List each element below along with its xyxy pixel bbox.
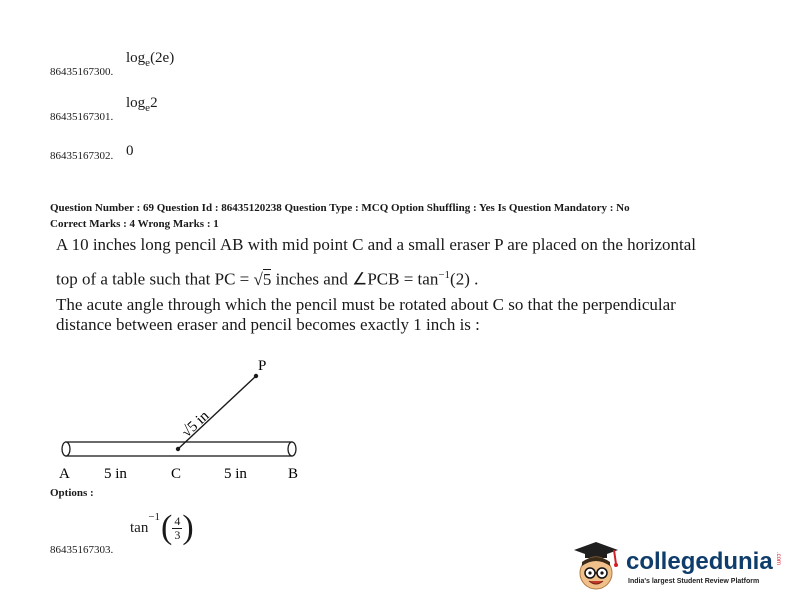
brand-com: .com — [775, 552, 781, 566]
question-line-3: The acute angle through which the pencil must be rotated about C so that the perpendicular — [56, 295, 676, 314]
option-value-1: $\log_e(2e)$ — [126, 50, 175, 69]
question-marks: Correct Marks : 4 Wrong Marks : 1 — [50, 218, 219, 230]
point-p — [254, 374, 258, 378]
options-label: Options : — [50, 487, 94, 499]
option-value-2: $\log_e2$ — [126, 95, 158, 114]
label-pc-length: √5 in — [178, 407, 213, 441]
option-id-1: 86435167300. — [50, 66, 114, 78]
question-line-2: top of a table such that PC = √5 inches and ∠PCB = $\tan^{-1}(2)$ . — [56, 269, 479, 289]
pencil-end-b — [288, 442, 296, 456]
label-a: A — [59, 466, 70, 482]
label-b: B — [288, 466, 299, 482]
question-line-4: distance between eraser and pencil becomes exactly 1 inch is : — [56, 315, 480, 334]
label-left-length: 5 in — [104, 466, 127, 482]
option-id-2: 86435167301. — [50, 111, 114, 123]
label-right-length: 5 in — [224, 466, 247, 482]
label-p: P — [258, 358, 267, 374]
option-id-4: 86435167303. — [50, 544, 114, 556]
pencil-end-a — [62, 442, 70, 456]
point-c — [176, 447, 180, 451]
question-line-1: A 10 inches long pencil AB with mid point C and a small eraser P are placed on the horizontal — [56, 235, 697, 254]
label-c: C — [171, 466, 182, 482]
option-value-3: 0 — [126, 143, 134, 159]
brand-logo — [570, 538, 785, 602]
brand-tagline: India's largest Student Review Platform — [628, 578, 760, 585]
pencil-figure — [40, 350, 330, 490]
brand-name: collegedunia — [626, 548, 773, 575]
option-id-3: 86435167302. — [50, 150, 114, 162]
question-meta: Question Number : 69 Question Id : 86435120238 Question Type : MCQ Option Shuffling : Yes Is Question Mandatory : No — [50, 202, 630, 214]
option-value-4: tan $^{-1}$ ( $\frac{4}{3}$ ) — [130, 509, 194, 546]
mascot-icon — [570, 538, 622, 596]
